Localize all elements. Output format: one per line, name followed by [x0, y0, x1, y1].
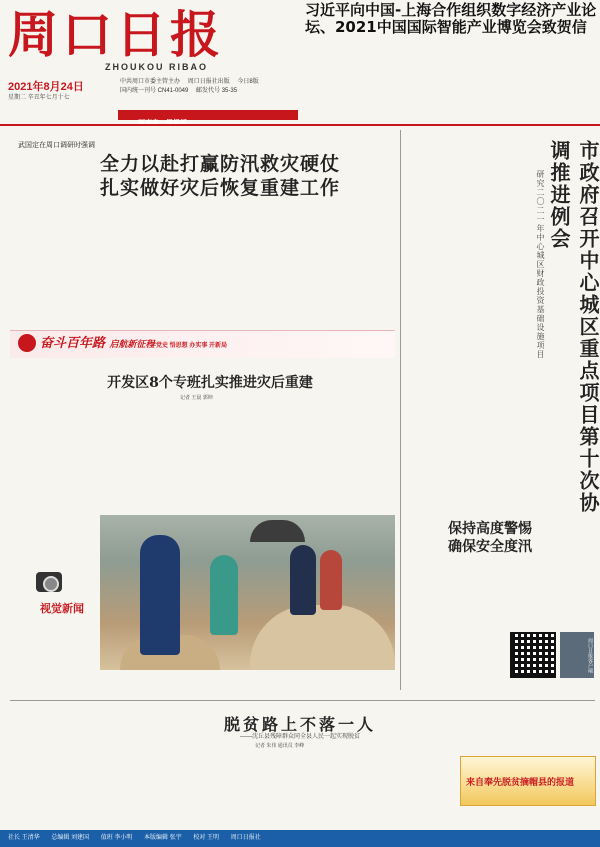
- right-headline-2-line2: 确保安全度汛: [448, 539, 532, 555]
- section-body: [14, 405, 394, 505]
- qr-label: 周口日报客户端: [560, 632, 594, 678]
- section-byline: 记者 王晨 郭坤: [180, 395, 213, 401]
- column-divider: [400, 130, 401, 690]
- section-headline[interactable]: 开发区8个专班扎实推进灾后重建: [107, 375, 313, 391]
- party-emblem-icon: [18, 334, 36, 352]
- main-headline[interactable]: [50, 152, 390, 200]
- bottom-rule: [10, 700, 595, 701]
- footer-item: 社长 王清华: [8, 835, 40, 841]
- top-headline[interactable]: 习近平向中国-上海合作组织数字经济产业论坛、2021中国国际智能产业博览会致贺信: [305, 1, 597, 36]
- right-sub-headline: 研究二〇二一年中心城区财政投资基础设施项目: [536, 170, 545, 359]
- bottom-body: [170, 752, 455, 824]
- section-brand: 奋斗百年路 启航新征程: [40, 336, 155, 351]
- footer-item: 总编辑 刘建国: [51, 835, 90, 841]
- right-headline[interactable]: 市政府召开中心城区重点项目第十次协调推进例会: [547, 140, 600, 514]
- qr-code[interactable]: [510, 632, 556, 678]
- bottom-sub-headline: ——沈丘县残障群众同全县人民一起实现脱贫: [239, 734, 360, 740]
- pubinfo-item: 国内统一刊号 CN41-0049: [120, 88, 189, 94]
- header-rule: [0, 124, 600, 126]
- footer-item: 值班 李小明: [100, 835, 133, 841]
- top-story-body: [305, 56, 597, 120]
- footer-bar: [0, 830, 600, 847]
- bottom-left-body: [14, 706, 164, 824]
- issue-date: 2021年8月24日: [8, 81, 84, 93]
- right-story-body: [406, 138, 536, 508]
- bottom-right-body: [460, 706, 596, 752]
- pubinfo-item: 邮发代号 35-35: [196, 88, 238, 94]
- masthead-pinyin: ZHOUKOU RIBAO: [105, 62, 208, 72]
- issue-date-sub: 星期二 辛丑年七月十七: [8, 95, 70, 101]
- pubinfo-item: 中共周口市委主管主办: [120, 79, 181, 85]
- photo-caption: [14, 622, 94, 672]
- camera-icon: [36, 572, 62, 592]
- main-headline-line1: 全力以赴打赢防汛救灾硬仗: [99, 153, 340, 175]
- footer-item: 周口日报社: [230, 835, 261, 841]
- newspaper-banner: [118, 110, 298, 120]
- publication-info: [120, 78, 300, 96]
- bottom-byline: 记者 朱伟 通讯员 李峰: [255, 743, 305, 749]
- right-headline-2-line1: 保持高度警惕: [448, 521, 532, 537]
- main-headline-line2: 扎实做好灾后恢复重建工作: [99, 177, 340, 199]
- pubinfo-item: 今日8版: [237, 79, 259, 85]
- main-kicker: 武国定在周口调研时强调: [18, 142, 95, 149]
- pubinfo-item: 周口日报社出版: [187, 79, 230, 85]
- news-photo: [100, 515, 395, 670]
- footer-item: 校对 王明: [193, 835, 220, 841]
- photo-news-label: 视觉新闻: [40, 602, 84, 615]
- masthead-logo: 周口日报: [8, 5, 224, 64]
- footer-item: 本版编辑 张宇: [144, 835, 182, 841]
- right-story-2-body: [406, 560, 506, 695]
- promo-text: 来自奉先脱贫摘帽县的报道: [466, 778, 575, 788]
- main-story-body: [14, 208, 394, 323]
- right-headline-2[interactable]: [448, 520, 598, 556]
- section-tags: 学党史 悟思想 办实事 开新局: [150, 343, 228, 349]
- bottom-headline[interactable]: 脱贫路上不落一人: [223, 715, 376, 734]
